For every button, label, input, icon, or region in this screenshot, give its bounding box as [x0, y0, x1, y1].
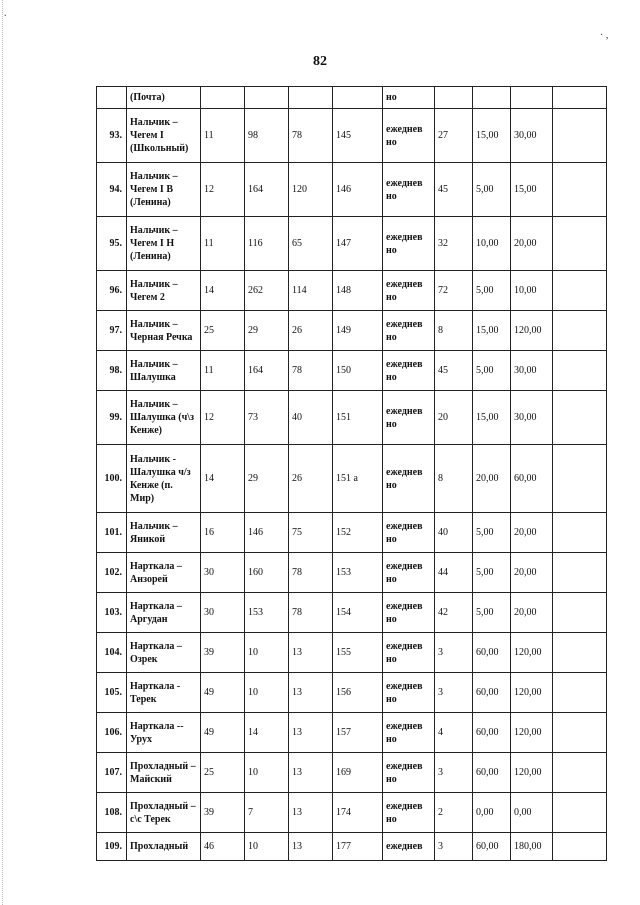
price-cell: 120,00	[511, 633, 553, 673]
row-number-cell: 94.	[97, 163, 127, 217]
count-cell: 2	[435, 793, 473, 833]
value-cell: 78	[289, 553, 333, 593]
empty-cell	[553, 633, 607, 673]
table-row	[97, 593, 607, 633]
value-cell: 13	[289, 713, 333, 753]
empty-cell	[553, 513, 607, 553]
route-name-cell: Нальчик – Черная Речка	[127, 311, 201, 351]
price-cell: 10,00	[473, 217, 511, 271]
price-cell: 180,00	[511, 833, 553, 861]
table-row	[97, 833, 607, 861]
row-number-cell: 102.	[97, 553, 127, 593]
scan-mark: .	[4, 8, 7, 19]
route-name-cell: Нарткала - Терек	[127, 673, 201, 713]
count-cell: 45	[435, 351, 473, 391]
route-name-cell: Нальчик – Чегем 2	[127, 271, 201, 311]
value-cell	[289, 87, 333, 109]
frequency-cell: ежеднев но	[383, 593, 435, 633]
route-code-cell: 145	[333, 109, 383, 163]
route-name-cell: Нальчик – Чегем I В (Ленина)	[127, 163, 201, 217]
value-cell: 26	[289, 311, 333, 351]
route-code-cell: 152	[333, 513, 383, 553]
price-cell: 20,00	[511, 513, 553, 553]
route-code-cell: 156	[333, 673, 383, 713]
value-cell: 160	[245, 553, 289, 593]
price-cell: 120,00	[511, 673, 553, 713]
distance-cell: 14	[201, 445, 245, 513]
value-cell: 262	[245, 271, 289, 311]
route-code-cell: 149	[333, 311, 383, 351]
value-cell: 98	[245, 109, 289, 163]
distance-cell: 25	[201, 753, 245, 793]
value-cell: 7	[245, 793, 289, 833]
frequency-cell: ежеднев но	[383, 391, 435, 445]
distance-cell: 46	[201, 833, 245, 861]
frequency-cell: ежеднев но	[383, 513, 435, 553]
value-cell: 10	[245, 633, 289, 673]
distance-cell: 16	[201, 513, 245, 553]
table-row	[97, 753, 607, 793]
route-code-cell: 146	[333, 163, 383, 217]
table-row	[97, 673, 607, 713]
value-cell: 14	[245, 713, 289, 753]
table-row	[97, 109, 607, 163]
distance-cell: 39	[201, 793, 245, 833]
route-name-cell: Прохладный – Майский	[127, 753, 201, 793]
count-cell: 3	[435, 753, 473, 793]
route-name-cell: Нальчик – Шалушка	[127, 351, 201, 391]
row-number-cell: 100.	[97, 445, 127, 513]
value-cell: 13	[289, 833, 333, 861]
price-cell: 30,00	[511, 351, 553, 391]
count-cell: 4	[435, 713, 473, 753]
routes-table	[96, 86, 607, 861]
row-number-cell: 98.	[97, 351, 127, 391]
empty-cell	[553, 217, 607, 271]
route-code-cell: 147	[333, 217, 383, 271]
value-cell: 13	[289, 793, 333, 833]
route-code-cell: 157	[333, 713, 383, 753]
distance-cell: 39	[201, 633, 245, 673]
count-cell: 8	[435, 311, 473, 351]
value-cell: 29	[245, 311, 289, 351]
price-cell: 5,00	[473, 593, 511, 633]
empty-cell	[553, 793, 607, 833]
table-row	[97, 351, 607, 391]
price-cell: 60,00	[473, 633, 511, 673]
value-cell: 78	[289, 593, 333, 633]
value-cell: 10	[245, 673, 289, 713]
route-name-cell: Нарткала – Анзорей	[127, 553, 201, 593]
count-cell: 8	[435, 445, 473, 513]
frequency-cell: ежеднев но	[383, 713, 435, 753]
empty-cell	[553, 753, 607, 793]
row-number-cell: 99.	[97, 391, 127, 445]
row-number-cell: 93.	[97, 109, 127, 163]
empty-cell	[553, 673, 607, 713]
empty-cell	[553, 109, 607, 163]
table-row	[97, 513, 607, 553]
empty-cell	[553, 713, 607, 753]
price-cell: 15,00	[473, 109, 511, 163]
price-cell: 5,00	[473, 271, 511, 311]
value-cell: 164	[245, 351, 289, 391]
distance-cell: 11	[201, 109, 245, 163]
value-cell: 75	[289, 513, 333, 553]
row-number-cell: 96.	[97, 271, 127, 311]
value-cell: 78	[289, 109, 333, 163]
distance-cell	[201, 87, 245, 109]
row-number-cell	[97, 87, 127, 109]
distance-cell: 11	[201, 217, 245, 271]
count-cell: 45	[435, 163, 473, 217]
count-cell: 72	[435, 271, 473, 311]
frequency-cell: ежеднев но	[383, 753, 435, 793]
table-row	[97, 445, 607, 513]
price-cell: 120,00	[511, 311, 553, 351]
value-cell: 65	[289, 217, 333, 271]
route-code-cell: 174	[333, 793, 383, 833]
empty-cell	[553, 391, 607, 445]
route-code-cell: 177	[333, 833, 383, 861]
table-row	[97, 311, 607, 351]
count-cell: 20	[435, 391, 473, 445]
distance-cell: 12	[201, 163, 245, 217]
row-number-cell: 97.	[97, 311, 127, 351]
route-name-cell: Нальчик – Яникой	[127, 513, 201, 553]
price-cell: 60,00	[473, 673, 511, 713]
scan-edge-line	[2, 0, 4, 905]
page-number: 82	[313, 54, 327, 69]
price-cell: 60,00	[473, 833, 511, 861]
frequency-cell: ежеднев но	[383, 553, 435, 593]
distance-cell: 30	[201, 593, 245, 633]
count-cell: 44	[435, 553, 473, 593]
row-number-cell: 107.	[97, 753, 127, 793]
distance-cell: 25	[201, 311, 245, 351]
table-row	[97, 793, 607, 833]
frequency-cell: ежеднев но	[383, 163, 435, 217]
price-cell: 120,00	[511, 713, 553, 753]
value-cell: 114	[289, 271, 333, 311]
price-cell: 20,00	[511, 553, 553, 593]
count-cell: 32	[435, 217, 473, 271]
count-cell: 27	[435, 109, 473, 163]
route-code-cell: 169	[333, 753, 383, 793]
price-cell	[511, 87, 553, 109]
row-number-cell: 106.	[97, 713, 127, 753]
value-cell: 120	[289, 163, 333, 217]
table-row	[97, 713, 607, 753]
value-cell	[245, 87, 289, 109]
table-row	[97, 553, 607, 593]
route-name-cell: Нарткала – Аргудан	[127, 593, 201, 633]
distance-cell: 14	[201, 271, 245, 311]
price-cell: 30,00	[511, 109, 553, 163]
empty-cell	[553, 87, 607, 109]
price-cell: 20,00	[473, 445, 511, 513]
table-row	[97, 633, 607, 673]
frequency-cell: ежеднев но	[383, 351, 435, 391]
distance-cell: 30	[201, 553, 245, 593]
distance-cell: 11	[201, 351, 245, 391]
distance-cell: 49	[201, 673, 245, 713]
table-row	[97, 217, 607, 271]
route-name-cell: Прохладный	[127, 833, 201, 861]
price-cell: 20,00	[511, 593, 553, 633]
routes-table-body	[97, 87, 607, 861]
route-name-cell: Нарткала – Озрек	[127, 633, 201, 673]
price-cell: 0,00	[473, 793, 511, 833]
count-cell: 3	[435, 673, 473, 713]
route-name-cell: Нальчик – Чегем I (Школьный)	[127, 109, 201, 163]
price-cell: 15,00	[511, 163, 553, 217]
route-code-cell: 151 а	[333, 445, 383, 513]
empty-cell	[553, 833, 607, 861]
price-cell: 60,00	[511, 445, 553, 513]
value-cell: 26	[289, 445, 333, 513]
table-row	[97, 87, 607, 109]
price-cell: 60,00	[473, 753, 511, 793]
row-number-cell: 108.	[97, 793, 127, 833]
price-cell: 15,00	[473, 391, 511, 445]
route-code-cell: 155	[333, 633, 383, 673]
empty-cell	[553, 311, 607, 351]
price-cell: 5,00	[473, 351, 511, 391]
frequency-cell: ежеднев но	[383, 217, 435, 271]
price-cell: 30,00	[511, 391, 553, 445]
frequency-cell: ежеднев	[383, 833, 435, 861]
price-cell: 20,00	[511, 217, 553, 271]
value-cell: 153	[245, 593, 289, 633]
distance-cell: 49	[201, 713, 245, 753]
route-name-cell: Нальчик – Чегем I Н (Ленина)	[127, 217, 201, 271]
value-cell: 40	[289, 391, 333, 445]
value-cell: 73	[245, 391, 289, 445]
row-number-cell: 105.	[97, 673, 127, 713]
count-cell: 3	[435, 833, 473, 861]
frequency-cell: ежеднев но	[383, 271, 435, 311]
table-row	[97, 271, 607, 311]
empty-cell	[553, 163, 607, 217]
row-number-cell: 101.	[97, 513, 127, 553]
price-cell: 5,00	[473, 553, 511, 593]
frequency-cell: ежеднев но	[383, 793, 435, 833]
route-code-cell: 154	[333, 593, 383, 633]
empty-cell	[553, 351, 607, 391]
table-row	[97, 163, 607, 217]
value-cell: 146	[245, 513, 289, 553]
scan-mark: · ,	[600, 30, 609, 41]
route-code-cell: 151	[333, 391, 383, 445]
frequency-cell: но	[383, 87, 435, 109]
value-cell: 13	[289, 753, 333, 793]
route-code-cell: 148	[333, 271, 383, 311]
route-name-cell: Прохладный – с\с Терек	[127, 793, 201, 833]
route-code-cell: 150	[333, 351, 383, 391]
value-cell: 13	[289, 633, 333, 673]
value-cell: 164	[245, 163, 289, 217]
price-cell: 5,00	[473, 513, 511, 553]
price-cell: 0,00	[511, 793, 553, 833]
price-cell	[473, 87, 511, 109]
frequency-cell: ежеднев но	[383, 109, 435, 163]
row-number-cell: 104.	[97, 633, 127, 673]
table-row	[97, 391, 607, 445]
price-cell: 10,00	[511, 271, 553, 311]
frequency-cell: ежеднев но	[383, 311, 435, 351]
route-name-cell: Нарткала -- Урух	[127, 713, 201, 753]
count-cell: 40	[435, 513, 473, 553]
value-cell: 116	[245, 217, 289, 271]
row-number-cell: 95.	[97, 217, 127, 271]
price-cell: 60,00	[473, 713, 511, 753]
value-cell: 29	[245, 445, 289, 513]
empty-cell	[553, 445, 607, 513]
price-cell: 5,00	[473, 163, 511, 217]
empty-cell	[553, 271, 607, 311]
value-cell: 78	[289, 351, 333, 391]
distance-cell: 12	[201, 391, 245, 445]
empty-cell	[553, 553, 607, 593]
value-cell: 13	[289, 673, 333, 713]
count-cell: 3	[435, 633, 473, 673]
count-cell: 42	[435, 593, 473, 633]
route-name-cell: Нальчик – Шалушка (ч\з Кенже)	[127, 391, 201, 445]
value-cell: 10	[245, 753, 289, 793]
route-code-cell	[333, 87, 383, 109]
frequency-cell: ежеднев но	[383, 633, 435, 673]
row-number-cell: 103.	[97, 593, 127, 633]
frequency-cell: ежеднев но	[383, 673, 435, 713]
price-cell: 120,00	[511, 753, 553, 793]
route-name-cell: Нальчик - Шалушка ч/з Кенже (п. Мир)	[127, 445, 201, 513]
route-name-cell: (Почта)	[127, 87, 201, 109]
route-code-cell: 153	[333, 553, 383, 593]
frequency-cell: ежеднев но	[383, 445, 435, 513]
value-cell: 10	[245, 833, 289, 861]
count-cell	[435, 87, 473, 109]
empty-cell	[553, 593, 607, 633]
price-cell: 15,00	[473, 311, 511, 351]
row-number-cell: 109.	[97, 833, 127, 861]
